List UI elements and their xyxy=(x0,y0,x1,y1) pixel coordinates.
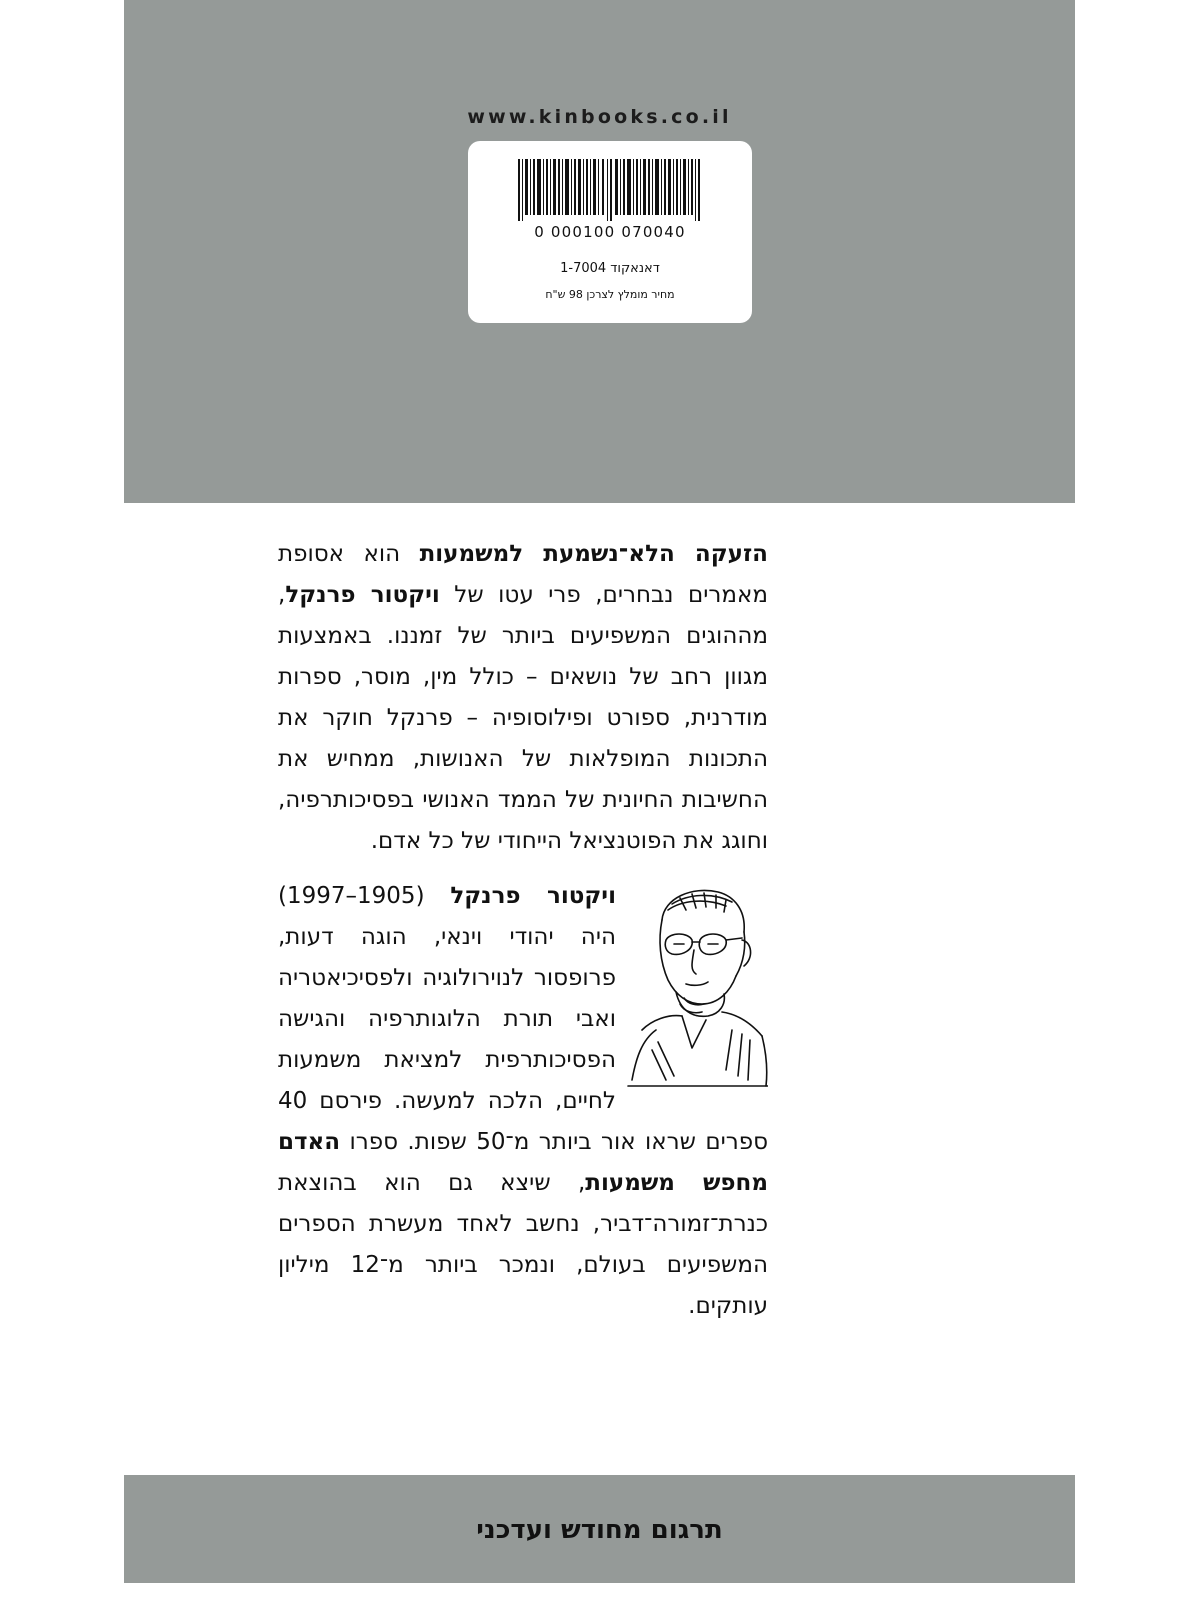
blurb-text: , מההוגים המשפיעים ביותר של זמננו. באמצעות מגוון רחב של נושאים – כולל מין, מוסר, ספרות מודרנית, ספורט ופילוסופיה – פרנקל חוקר את התכונות המופלאות של האנושות, ממחיש את החשיבות החיונית של הממד האנושי בפסיכותרפיה, וחוגג את הפוטנציאל הייחודי של כל אדם. xyxy=(278,582,768,854)
bottom-gray-band xyxy=(124,1475,1075,1583)
blurb-text: הוא אסופת מאמרים נבחרים, פרי עטו של xyxy=(278,541,768,608)
blurb-text: (1905–1997) היה יהודי וינאי, הוגה דעות, פרופסור לנוירולוגיה ולפסיכיאטריה ואבי תורת הלוגותרפיה והגישה הפסיכותרפית למציאת משמעות לחיים, הלכה למעשה. פירסם 40 ספרים שראו אור ביותר מ־50 שפות. ספרו xyxy=(278,883,768,1155)
barcode-label xyxy=(468,141,752,323)
book-title: האדם מחפש משמעות xyxy=(278,1129,768,1196)
top-gray-band xyxy=(124,0,1075,503)
book-title: הזעקה הלא־נשמעת למשמעות xyxy=(419,541,768,567)
translation-tagline: תרגום מחודש ועדכני xyxy=(476,1515,723,1545)
author-name: ויקטור פרנקל xyxy=(285,582,440,608)
blurb-paragraph-book xyxy=(278,534,768,862)
blurb-text: , שיצא גם הוא בהוצאת כנרת־זמורה־דביר, נחשב לאחד מעשרת הספרים המשפיעים בעולם, ונמכר ביותר מ־12 מיליון עותקים. xyxy=(278,1170,768,1319)
publisher-website[interactable]: www.kinbooks.co.il xyxy=(467,106,732,128)
barcode-number: 0 000100 070040 xyxy=(534,223,686,241)
author-portrait-sketch-icon xyxy=(622,880,768,1090)
blurb-paragraph-author xyxy=(278,876,768,1327)
recommended-price: מחיר מומלץ לצרכן 98 ש"ח xyxy=(545,288,675,301)
author-name: ויקטור פרנקל xyxy=(450,883,616,909)
blurb-text-column xyxy=(278,534,768,1327)
danacode-label: דאנאקוד 1-7004 xyxy=(560,261,660,276)
barcode-icon xyxy=(518,159,700,221)
book-back-cover xyxy=(124,0,1075,1600)
